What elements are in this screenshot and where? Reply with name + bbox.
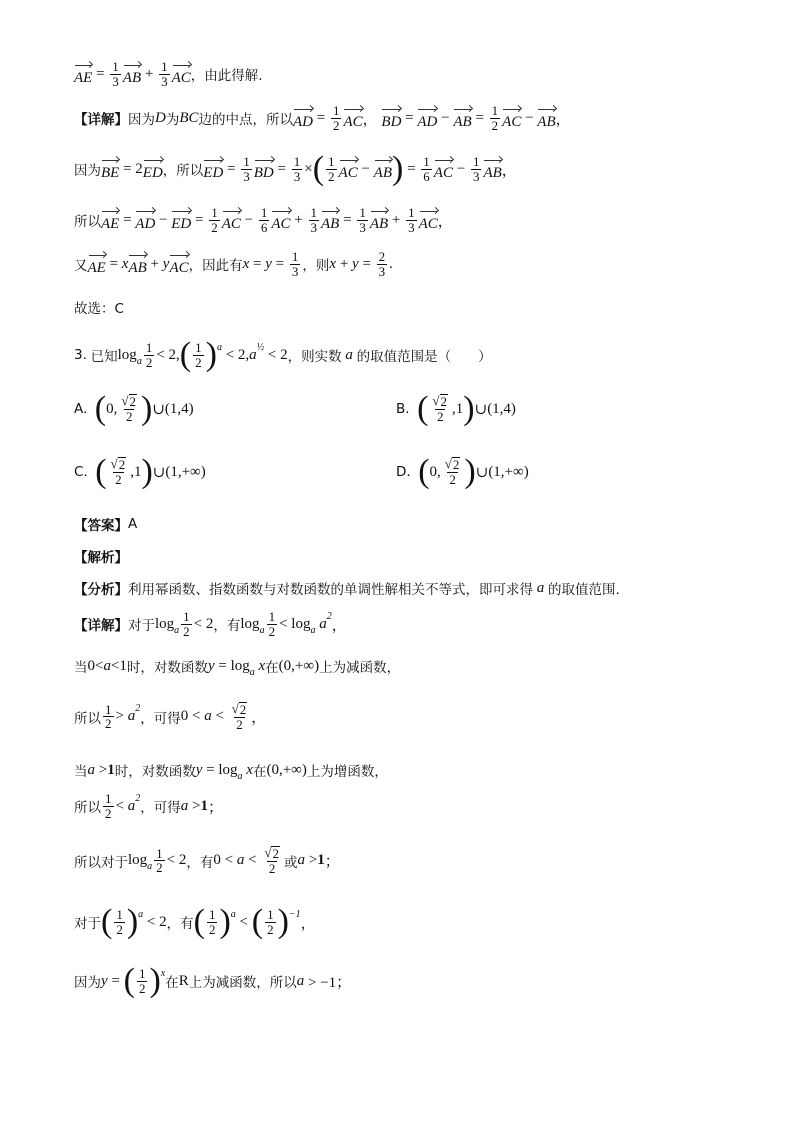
solution-line-8: 因为 y = ( $\frac{1}{2}$ ) x 在 R 上为减函数，所以 a > −1；	[74, 962, 352, 999]
option-a-text: (1,4)	[164, 400, 194, 417]
line5-text-c: ，则	[302, 258, 330, 275]
answer-line	[74, 514, 137, 534]
s7-a: 对于	[74, 916, 101, 932]
option-d-text: (1,+∞)	[488, 463, 529, 480]
solution-line-3: 所以 $\frac{1}{2}$ > a 2 ，可得 0 < a < √ 2 2 ，	[74, 701, 267, 732]
line3-text-b: ，所以	[162, 163, 204, 179]
s8-a: 因为	[74, 975, 101, 991]
s8-c: 上为减函数，所以	[188, 975, 297, 991]
answer-tag: 【答案】	[74, 518, 128, 534]
fenxi-end: 的取值范围.	[548, 582, 620, 598]
question-stem-b: ，则实数	[287, 349, 342, 365]
line4-text-a: 所以	[74, 214, 101, 231]
detail-line-3: 因为 BE = 2 ED ，所以 ED = $\frac{1}{3}$ BD = $\frac{1}{3}$ × ( $\frac{1}{2}$ AC − AB ) = $\frac{1}{6}$ AC − $\frac{1}{3}$ AB ，	[74, 150, 517, 187]
option-c-label: C.	[74, 464, 88, 480]
line2-text-c: 边的中点，所以	[198, 112, 294, 129]
line2-text-b: 为	[165, 112, 180, 129]
detail-tag: 【详解】	[74, 112, 128, 129]
question-stem-c: 的取值范围是（ ）	[356, 349, 492, 365]
line5-text-a: 又	[74, 258, 88, 275]
s8-b: 在	[165, 975, 179, 991]
s1-b: ，有	[213, 618, 241, 635]
s6-c: 或	[283, 854, 298, 871]
analysis-line	[74, 546, 128, 566]
equation-line-1: AE = $\frac{1}{3}$ AB + $\frac{1}{3}$ AC ，由此得解.	[74, 59, 263, 89]
detail-line-2: 【详解】 因为 D 为 BC 边的中点，所以 AD = $\frac{1}{2}$ AC ， BD = AD − AB = $\frac{1}{2}$ AC − AB ，	[74, 103, 571, 133]
s2-a: 当	[74, 660, 88, 676]
s6-a: 所以对于	[74, 854, 128, 871]
solution-line-5: 所以 $\frac{1}{2}$ < a 2 ，可得 a > 1 ；	[74, 791, 223, 821]
s4-b: 时，对数函数	[114, 764, 196, 780]
solution-line-7: 对于 ( $\frac{1}{2}$ ) a < 2 ，有 ( $\frac{1}{2}$ ) a < ( $\frac{1}{2}$ ) −1 ，	[74, 903, 316, 940]
fenxi-line: 【分析】 利用幂函数、指数函数与对数函数的单调性解相关不等式，即可求得 a 的取值范围.	[74, 579, 620, 598]
s6-b: ，有	[186, 854, 214, 871]
solution-line-2: 当 0< a <1 时，对数函数 y = log a x 在 (0,+∞) 上为减函数，	[74, 657, 401, 678]
line2-text-a: 因为	[128, 112, 155, 129]
s2-d: 上为减函数，	[319, 660, 401, 676]
s5-b: ，可得	[140, 800, 181, 817]
question-number: 3.	[74, 347, 87, 363]
s1-a: 对于	[128, 618, 155, 635]
solution-line-1: 【详解】 对于 log a $\frac{1}{2}$ < 2 ，有 log a $\frac{1}{2}$ < log a a 2 ，	[74, 609, 347, 639]
solution-line-6: 所以对于 log a $\frac{1}{2}$ < 2 ，有 0 < a < √ 2 2 或 a > 1 ；	[74, 845, 340, 876]
answer-choice-line: 故选：C	[74, 301, 124, 317]
question-3-stem: 3. 已知 log a $\frac{1}{2}$ < 2, ( $\frac{1}{2}$ ) a < 2, a ½ < 2 ，则实数 a 的取值范围是（ ）	[74, 336, 492, 373]
s2-b: 时，对数函数	[126, 660, 208, 676]
question-stem-a: 已知	[90, 349, 118, 365]
fenxi-text: 利用幂函数、指数函数与对数函数的单调性解相关不等式，即可求得	[128, 582, 533, 598]
option-b-text: (1,4)	[487, 400, 516, 417]
s4-c: 在	[252, 764, 267, 780]
detail-line-4: 所以 AE = AD − ED = $\frac{1}{2}$ AC − $\frac{1}{6}$ AC + $\frac{1}{3}$ AB = $\frac{1}{3}$ AB + $\frac{1}{3}$ AC ，	[74, 205, 453, 235]
s2-c: 在	[265, 660, 279, 676]
s5-a: 所以	[74, 800, 101, 817]
answer-value: A	[128, 516, 138, 532]
line5-text-b: ，因此有	[188, 258, 243, 275]
option-c[interactable]: C. ( √ 2 2 ,1 ) ∪ (1,+∞)	[74, 453, 206, 490]
option-b-label: B.	[396, 401, 410, 417]
line1-text: ，由此得解.	[190, 68, 263, 85]
fenxi-tag: 【分析】	[74, 582, 128, 598]
detail-line-5: 又 AE = x AB + y AC ，因此有 x = y = $\frac{1}{3}$ ，则 x + y = $\frac{2}{3}$ .	[74, 249, 393, 279]
option-d[interactable]: D. ( 0, √ 2 2 ) ∪ (1,+∞)	[396, 453, 529, 490]
option-b[interactable]: B. ( √ 2 2 ,1 ) ∪ (1,4)	[396, 390, 516, 427]
s7-b: ，有	[166, 916, 194, 932]
option-c-text: (1,+∞)	[165, 463, 206, 480]
s3-a: 所以	[74, 710, 101, 727]
option-a-label: A.	[74, 401, 88, 417]
option-d-label: D.	[396, 464, 411, 480]
detail-tag-2: 【详解】	[74, 618, 128, 635]
line3-text-a: 因为	[74, 163, 101, 179]
s4-d: 上为增函数，	[306, 764, 388, 780]
solution-line-4: 当 a > 1 时，对数函数 y = log a x 在 (0,+∞) 上为增函数，	[74, 761, 388, 782]
s3-b: ，可得	[140, 710, 181, 727]
option-a[interactable]: A. ( 0, √ 2 2 ) ∪ (1,4)	[74, 390, 194, 427]
analysis-tag: 【解析】	[74, 550, 128, 566]
s4-a: 当	[74, 764, 88, 780]
